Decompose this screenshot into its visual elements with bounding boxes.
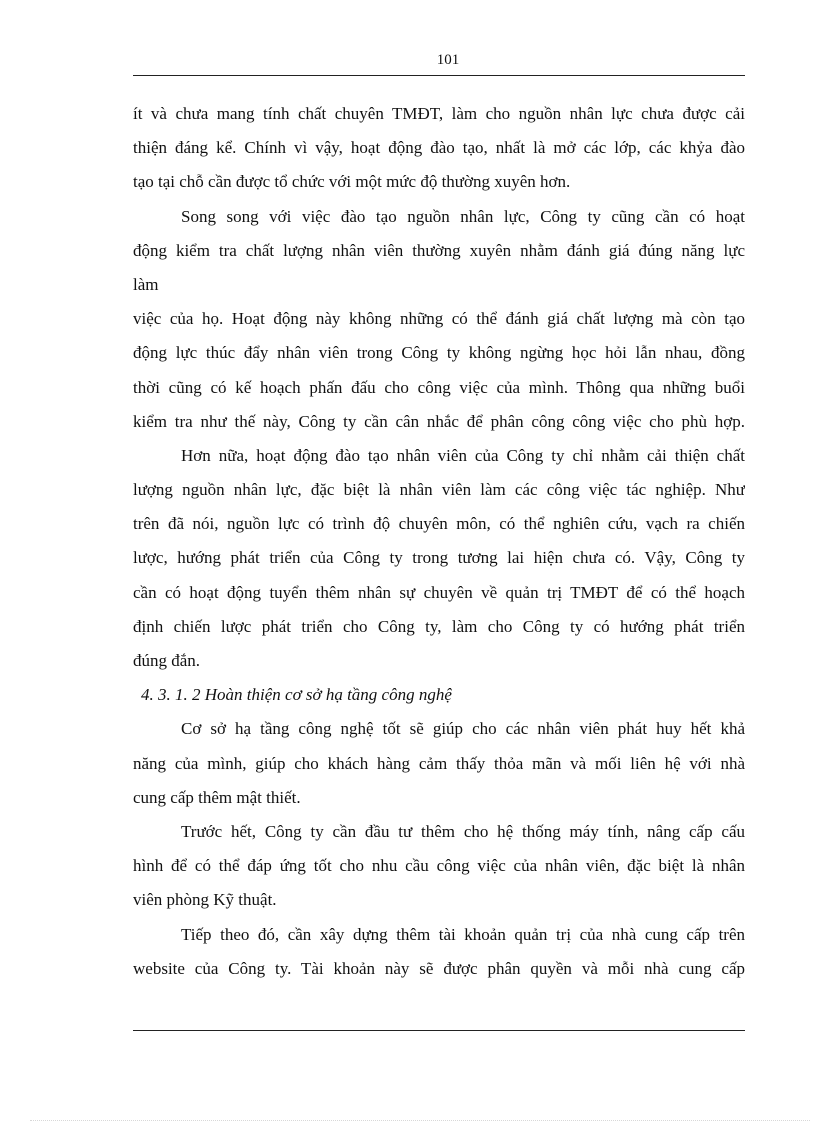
text-line: việc của họ. Hoạt động này không những có thể đánh giá chất lượng mà còn tạo [133,309,745,329]
text-line: viên phòng Kỹ thuật. [133,890,277,910]
paragraph-1 [133,97,745,200]
text-line: trên đã nói, nguồn lực có trình độ chuyên môn, có thể nghiên cứu, vạch ra chiến [133,514,745,534]
text-line: kiểm tra như thế này, Công ty cần cân nhắc để phân công công việc cho phù hợp. [133,411,745,431]
paragraph-5 [133,815,745,918]
text-line: website của Công ty. Tài khoản này sẽ được phân quyền và mỗi nhà cung cấp [133,958,745,978]
text-line: lược, hướng phát triển của Công ty trong tương lai hiện chưa có. Vậy, Công ty [133,548,745,568]
paragraph-2 [133,200,745,439]
page-edge-divider [30,1120,810,1121]
text-line: Tiếp theo đó, cần xây dựng thêm tài khoản quản trị của nhà cung cấp trên [181,924,745,944]
text-line: Song song với việc đào tạo nguồn nhân lực, Công ty cũng cần có hoạt [181,206,745,226]
text-line: Trước hết, Công ty cần đầu tư thêm cho hệ thống máy tính, nâng cấp cấu [181,821,745,841]
paragraph-6 [133,918,745,986]
paragraph-3 [133,439,745,678]
page-number: 101 [436,52,460,68]
text-line: động kiểm tra chất lượng nhân viên thường xuyên nhằm đánh giá đúng năng lực [133,240,745,260]
document-body [133,97,745,986]
text-line: định chiến lược phát triển cho Công ty, làm cho Công ty có hướng phát triển [133,616,745,636]
header-rule [133,75,745,76]
text-line: làm [133,274,159,294]
text-line: cung cấp thêm mật thiết. [133,787,301,807]
text-line: Hơn nữa, hoạt động đào tạo nhân viên của Công ty chỉ nhằm cải thiện chất [181,445,745,465]
text-line: động lực thúc đẩy nhân viên trong Công ty không ngừng học hỏi lẫn nhau, đồng [133,343,745,363]
text-line: đúng đắn. [133,651,201,670]
text-line: Cơ sở hạ tầng công nghệ tốt sẽ giúp cho các nhân viên phát huy hết khả [181,719,745,739]
text-line: tạo tại chỗ cần được tổ chức với một mức độ thường xuyên hơn. [133,172,571,192]
footer-rule [133,1030,745,1031]
paragraph-4 [133,712,745,815]
text-line: thiện đáng kể. Chính vì vậy, hoạt động đào tạo, nhất là mở các lớp, các khỷa đào [133,138,745,158]
text-line: thời cũng có kế hoạch phấn đấu cho công việc của mình. Thông qua những buổi [133,377,745,397]
text-line: hình để có thể đáp ứng tốt cho nhu cầu công việc của nhân viên, đặc biệt là nhân [133,856,745,876]
text-line: cần có hoạt động tuyển thêm nhân sự chuyên về quản trị TMĐT để có thể hoạch [133,582,745,602]
text-line: lượng nguồn nhân lực, đặc biệt là nhân viên làm các công việc tác nghiệp. Như [133,480,745,500]
text-line: ít và chưa mang tính chất chuyên TMĐT, làm cho nguồn nhân lực chưa được cải [133,104,745,123]
text-line: năng của mình, giúp cho khách hàng cảm thấy thỏa mãn và mối liên hệ với nhà [133,753,745,773]
section-heading: 4. 3. 1. 2 Hoàn thiện cơ sở hạ tầng công nghệ [141,685,452,705]
